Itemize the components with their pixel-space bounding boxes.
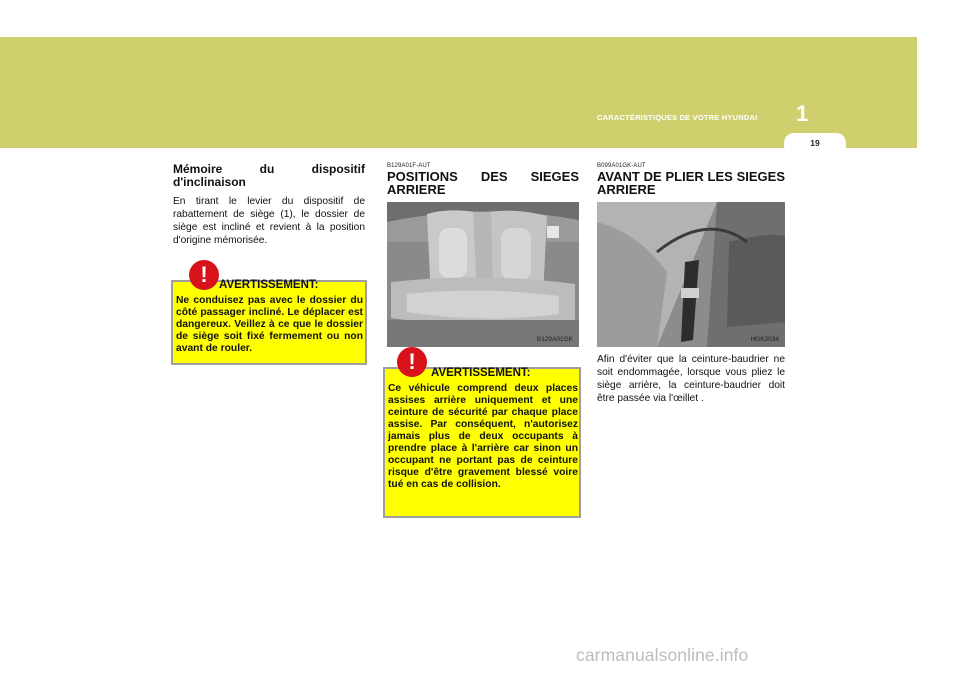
seatbelt-illustration	[597, 202, 785, 347]
watermark-text: carmanualsonline.info	[576, 645, 749, 665]
heading-line-1: AVANT DE PLIER LES SIEGES	[597, 169, 785, 184]
seatbelt-guide-photo	[597, 202, 785, 347]
section-heading-before-folding	[597, 170, 785, 196]
warning-box-passenger-seat	[171, 262, 367, 365]
section-heading-recline-memory	[173, 163, 365, 189]
chapter-number: 1	[796, 101, 809, 126]
rear-seat-illustration	[387, 202, 579, 347]
warning-text: Ne conduisez pas avec le dossier du côté passager incliné. Le déplacer est dangereux. Veillez à ce que le dossier de siège soit fixé fermement ou non avant de rouler.	[176, 295, 363, 354]
heading-line-1: POSITIONS DES SIEGES	[387, 169, 579, 184]
warning-title: AVERTISSEMENT:	[219, 279, 319, 291]
header-band	[0, 37, 917, 148]
heading-line-2: d'inclinaison	[173, 175, 246, 189]
figure-label: HGK2034	[750, 336, 779, 343]
before-folding-body: Afin d'éviter que la ceinture-baudrier ne soit endommagée, lorsque vous pliez le siège arrière, la ceinture-baudrier doit être passée via l'œillet .	[597, 354, 785, 404]
page-number: 19	[810, 138, 820, 148]
warning-text: Ce véhicule comprend deux places assises arrière uniquement et une ceinture de sécurité par chaque place assise. Par conséquent, n'autorisez jamais plus de deux occupants à prendre place à l'arrière car sinon un occupant ne portant pas de ceinture risque d'être gravement blessé voire tué en cas de collision.	[388, 383, 578, 490]
warning-icon: !	[189, 260, 219, 290]
warning-icon: !	[397, 347, 427, 377]
column-before-folding	[597, 163, 785, 405]
rear-seat-photo	[387, 202, 579, 347]
section-code: B099A01GK-AUT	[597, 163, 646, 169]
chapter-title: CARACTÉRISTIQUES DE VOTRE HYUNDAI	[597, 113, 758, 122]
column-recline-memory	[173, 163, 365, 247]
heading-line-2: ARRIERE	[597, 182, 656, 197]
column-rear-seat-positions	[387, 163, 579, 347]
heading-line-1: Mémoire du dispositif	[173, 162, 365, 176]
recline-memory-body: En tirant le levier du dispositif de rabattement de siège (1), le dossier de siège est incliné et revient à la position d'origine mémorisée.	[173, 196, 365, 246]
section-heading-rear-seats	[387, 170, 579, 196]
figure-label: B129A01GK	[536, 336, 573, 343]
warning-title: AVERTISSEMENT:	[431, 367, 531, 379]
page-tab	[784, 133, 846, 155]
warning-box-rear-occupants	[383, 349, 581, 518]
section-code: B129A01F-AUT	[387, 163, 431, 169]
heading-line-2: ARRIERE	[387, 182, 446, 197]
